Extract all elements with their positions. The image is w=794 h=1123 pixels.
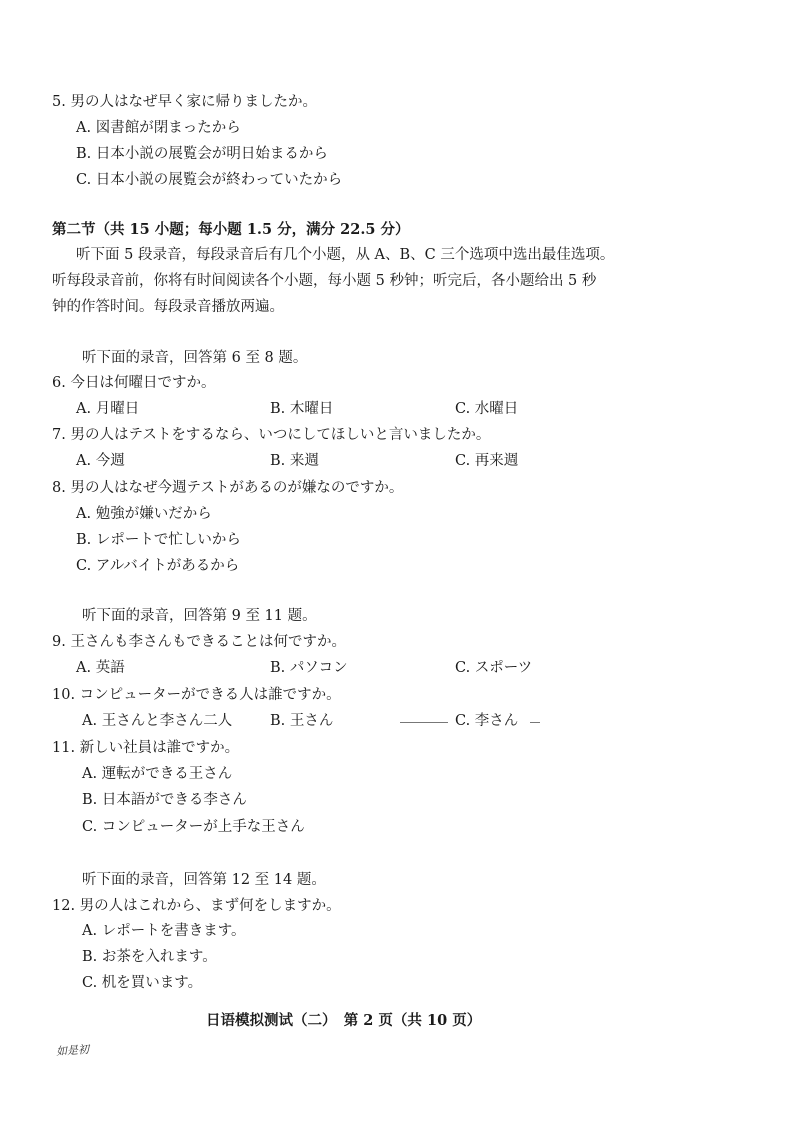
question-12-option-c: C. 机を買います。	[82, 975, 203, 991]
section-2-instruction-3: 钟的作答时间。每段录音播放两遍。	[52, 299, 284, 315]
question-9-option-b: B. パソコン	[270, 660, 348, 676]
question-11-stem: 11. 新しい社員は誰ですか。	[52, 740, 240, 756]
question-9-stem: 9. 王さんも李さんもできることは何ですか。	[52, 634, 346, 650]
question-6-option-a: A. 月曜日	[76, 401, 140, 417]
question-5-stem: 5. 男の人はなぜ早く家に帰りましたか。	[52, 94, 317, 110]
question-8-stem: 8. 男の人はなぜ今週テストがあるのが嫌なのですか。	[52, 480, 404, 496]
question-8-option-b: B. レポートで忙しいから	[76, 532, 241, 548]
group-1-prompt: 听下面的录音，回答第 6 至 8 题。	[82, 350, 308, 366]
group-2-prompt: 听下面的录音，回答第 9 至 11 题。	[82, 608, 317, 624]
question-11-option-a: A. 運転ができる王さん	[82, 766, 233, 782]
question-5-option-a: A. 図書館が閉まったから	[76, 120, 241, 136]
section-2-heading: 第二节（共 15 小题；每小题 1.5 分，满分 22.5 分）	[52, 221, 410, 238]
question-9-option-c: C. スポーツ	[455, 660, 533, 676]
section-2-instruction-2: 听每段录音前，你将有时间阅读各个小题，每小题 5 秒钟；听完后，各小题给出 5 秒	[52, 273, 597, 289]
question-10-stem: 10. コンピューターができる人は誰ですか。	[52, 687, 341, 703]
question-12-option-b: B. お茶を入れます。	[82, 949, 217, 965]
group-3-prompt: 听下面的录音，回答第 12 至 14 题。	[82, 872, 326, 888]
stray-mark-2	[530, 722, 540, 723]
question-7-option-c: C. 再来週	[455, 453, 519, 469]
question-11-option-c: C. コンピューターが上手な王さん	[82, 819, 305, 835]
question-5-option-c: C. 日本小説の展覧会が終わっていたから	[76, 172, 343, 188]
question-5-option-b: B. 日本小説の展覧会が明日始まるから	[76, 146, 328, 162]
question-8-option-c: C. アルバイトがあるから	[76, 558, 240, 574]
stray-mark	[400, 722, 448, 723]
question-10-option-a: A. 王さんと李さん二人	[82, 713, 233, 729]
handwritten-scribble: 如是初	[55, 1042, 90, 1059]
question-7-option-a: A. 今週	[76, 453, 125, 469]
question-10-option-c: C. 李さん	[455, 713, 519, 729]
question-10-option-b: B. 王さん	[270, 713, 334, 729]
question-7-stem: 7. 男の人はテストをするなら、いつにしてほしいと言いましたか。	[52, 427, 491, 443]
section-2-instruction-1: 听下面 5 段录音，每段录音后有几个小题，从 A、B、C 三个选项中选出最佳选项。	[76, 247, 615, 263]
question-11-option-b: B. 日本語ができる李さん	[82, 792, 247, 808]
question-6-option-b: B. 木曜日	[270, 401, 334, 417]
question-8-option-a: A. 勉強が嫌いだから	[76, 506, 212, 522]
question-12-stem: 12. 男の人はこれから、まず何をしますか。	[52, 898, 341, 914]
question-7-option-b: B. 来週	[270, 453, 319, 469]
question-6-option-c: C. 水曜日	[455, 401, 519, 417]
question-6-stem: 6. 今日は何曜日ですか。	[52, 375, 216, 391]
page-footer: 日语模拟测试（二） 第 2 页（共 10 页）	[206, 1012, 482, 1029]
question-12-option-a: A. レポートを書きます。	[82, 923, 246, 939]
question-9-option-a: A. 英語	[76, 660, 125, 676]
